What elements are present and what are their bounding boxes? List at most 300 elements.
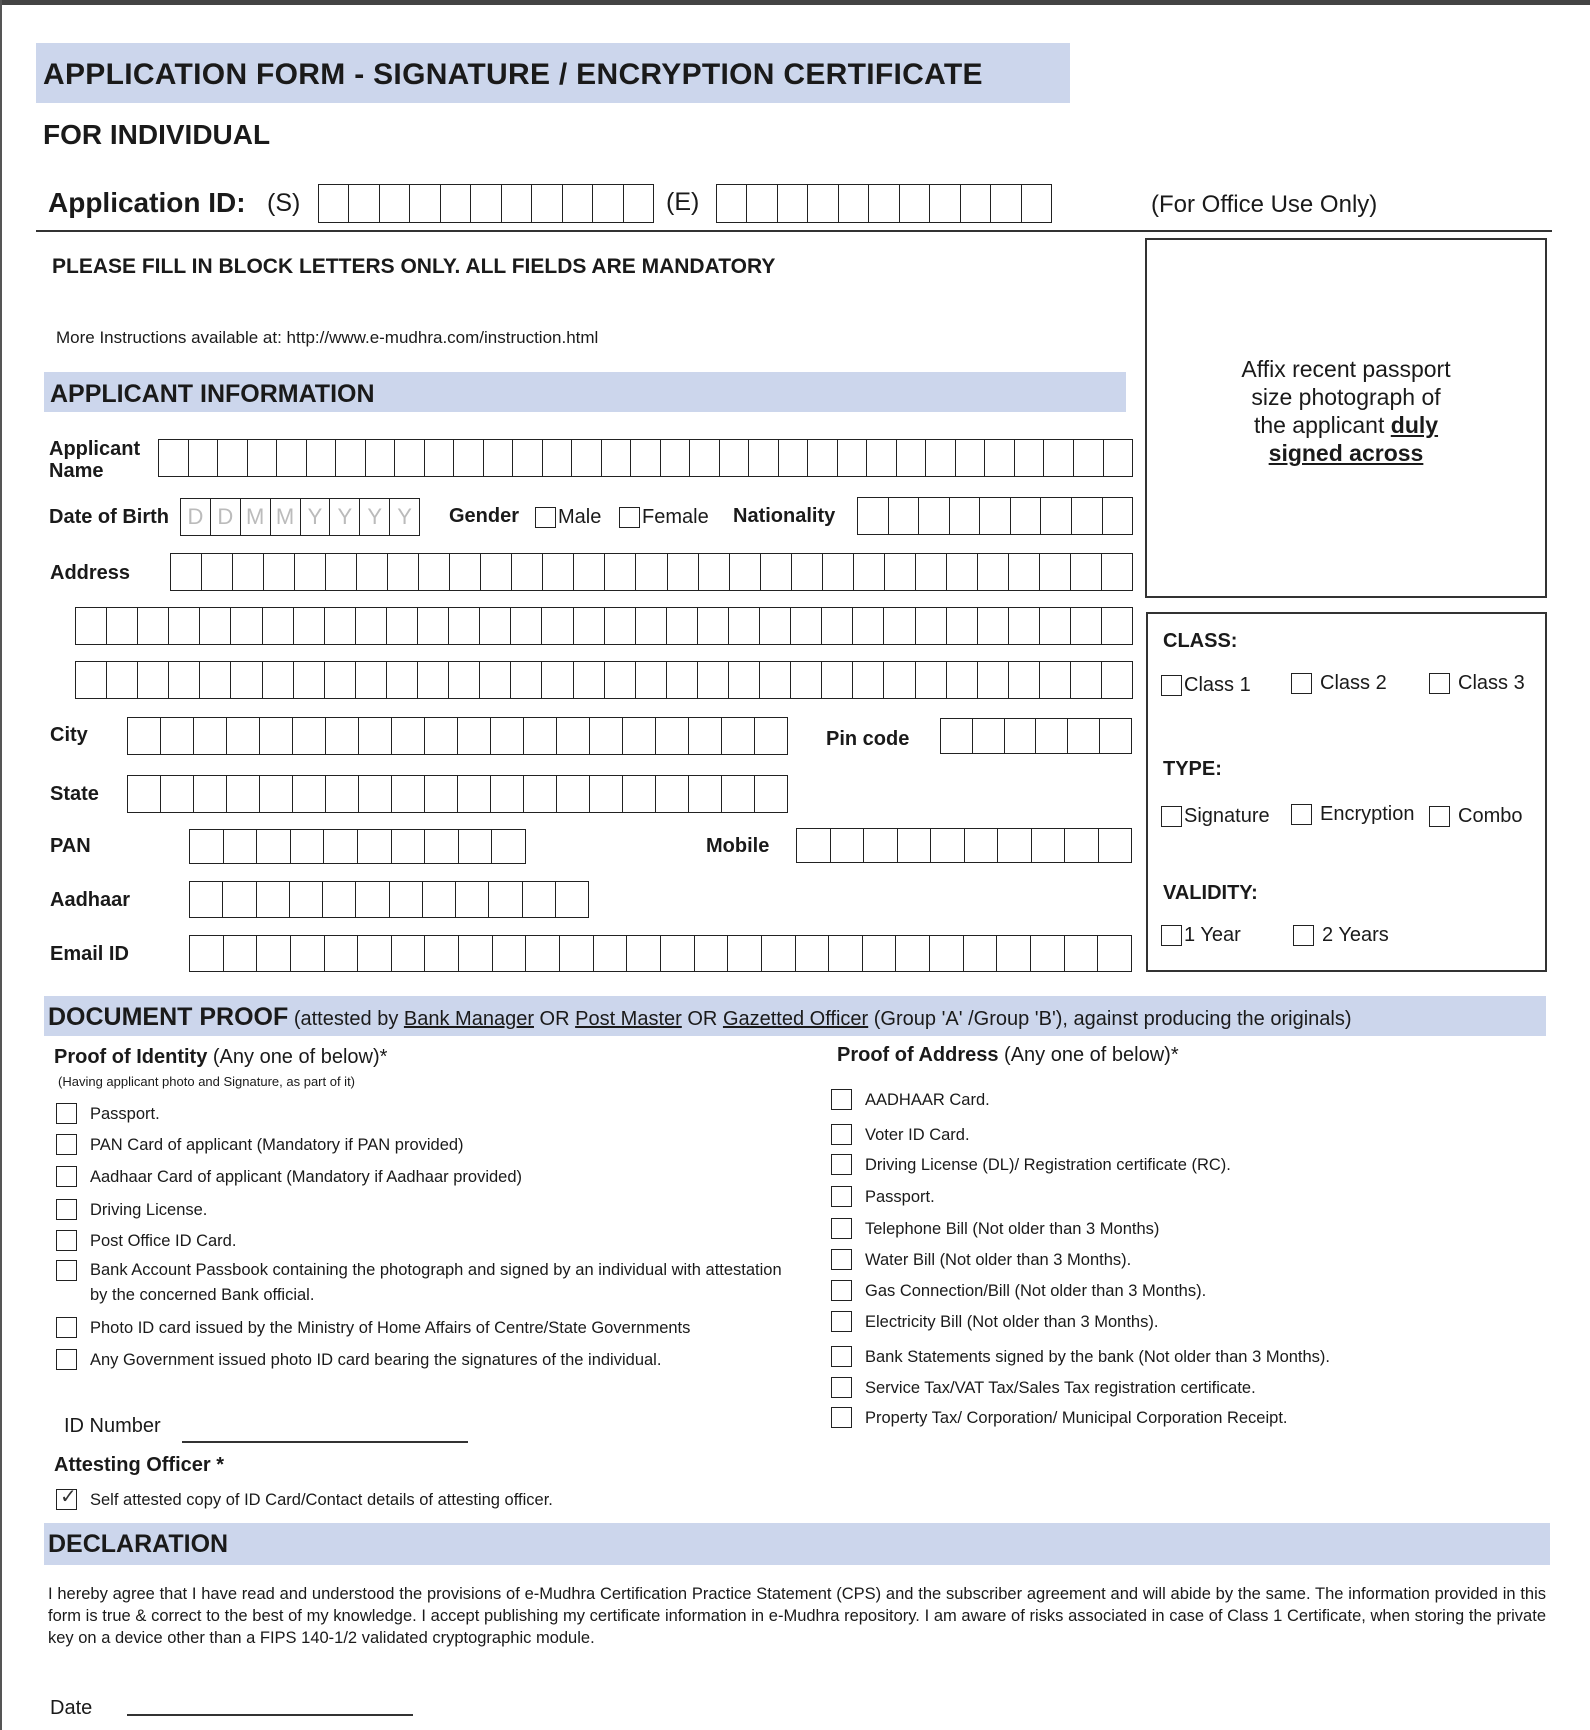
- class-3-option[interactable]: [1429, 672, 1525, 695]
- gender-female-option[interactable]: [619, 506, 709, 529]
- input-box[interactable]: [728, 935, 762, 972]
- input-box[interactable]: [512, 553, 543, 591]
- input-box[interactable]: [978, 553, 1009, 591]
- input-box[interactable]: [722, 775, 755, 813]
- input-box[interactable]: [158, 439, 189, 477]
- input-box[interactable]: [931, 828, 965, 863]
- input-box[interactable]: [779, 439, 809, 477]
- input-box[interactable]: [839, 184, 869, 223]
- input-box[interactable]: [194, 717, 227, 755]
- date-line[interactable]: [127, 1714, 413, 1716]
- input-box[interactable]: [324, 829, 358, 864]
- input-box[interactable]: [419, 553, 450, 591]
- input-box[interactable]: [557, 717, 590, 755]
- input-box[interactable]: [869, 184, 899, 223]
- application-id-start-boxes[interactable]: [318, 184, 654, 223]
- input-box[interactable]: [791, 607, 822, 645]
- input-box[interactable]: [730, 553, 761, 591]
- input-box[interactable]: [667, 661, 698, 699]
- input-box[interactable]: [511, 661, 542, 699]
- input-box[interactable]: [1036, 718, 1068, 754]
- input-box[interactable]: [511, 607, 542, 645]
- input-box[interactable]: [170, 553, 202, 591]
- dob-box[interactable]: Y: [360, 498, 390, 536]
- input-box[interactable]: [260, 717, 293, 755]
- input-box[interactable]: [138, 661, 169, 699]
- nationality-boxes[interactable]: [857, 497, 1133, 535]
- input-box[interactable]: [978, 661, 1009, 699]
- input-box[interactable]: [257, 935, 291, 972]
- input-box[interactable]: [956, 439, 986, 477]
- poa-checkbox[interactable]: [831, 1186, 852, 1207]
- dob-box[interactable]: Y: [301, 498, 331, 536]
- poi-item[interactable]: [56, 1228, 796, 1254]
- input-box[interactable]: [829, 935, 863, 972]
- input-box[interactable]: [864, 828, 898, 863]
- input-box[interactable]: [293, 775, 326, 813]
- input-box[interactable]: [291, 829, 325, 864]
- input-box[interactable]: [636, 607, 667, 645]
- input-box[interactable]: [491, 775, 524, 813]
- input-box[interactable]: [1044, 439, 1074, 477]
- input-box[interactable]: [1098, 935, 1132, 972]
- input-box[interactable]: [161, 775, 194, 813]
- input-box[interactable]: [75, 607, 107, 645]
- poa-item[interactable]: [831, 1087, 990, 1113]
- input-box[interactable]: [1011, 497, 1042, 535]
- input-box[interactable]: [940, 718, 973, 754]
- input-box[interactable]: [458, 775, 491, 813]
- input-box[interactable]: [248, 439, 278, 477]
- input-box[interactable]: [689, 775, 722, 813]
- poi-checkbox[interactable]: [56, 1260, 77, 1281]
- id-number-line[interactable]: [182, 1441, 468, 1443]
- input-box[interactable]: [359, 775, 392, 813]
- input-box[interactable]: [930, 184, 960, 223]
- input-box[interactable]: [695, 935, 729, 972]
- input-box[interactable]: [423, 881, 456, 918]
- input-box[interactable]: [916, 661, 947, 699]
- input-box[interactable]: [294, 661, 325, 699]
- poi-checkbox[interactable]: [56, 1230, 77, 1251]
- input-box[interactable]: [380, 184, 410, 223]
- city-boxes[interactable]: [127, 717, 788, 755]
- dob-box[interactable]: M: [241, 498, 271, 536]
- input-box[interactable]: [366, 439, 396, 477]
- input-box[interactable]: [291, 935, 325, 972]
- input-box[interactable]: [857, 497, 889, 535]
- poa-checkbox[interactable]: [831, 1311, 852, 1332]
- input-box[interactable]: [1040, 607, 1071, 645]
- input-box[interactable]: [916, 553, 947, 591]
- input-box[interactable]: [572, 439, 602, 477]
- class-1-option[interactable]: [1161, 674, 1251, 697]
- poa-checkbox[interactable]: [831, 1249, 852, 1270]
- input-box[interactable]: [227, 717, 260, 755]
- input-box[interactable]: [853, 661, 884, 699]
- input-box[interactable]: [623, 775, 656, 813]
- input-box[interactable]: [1040, 661, 1071, 699]
- input-box[interactable]: [189, 935, 224, 972]
- input-box[interactable]: [524, 717, 557, 755]
- input-box[interactable]: [808, 439, 838, 477]
- poa-checkbox[interactable]: [831, 1089, 852, 1110]
- input-box[interactable]: [542, 661, 573, 699]
- input-box[interactable]: [605, 661, 636, 699]
- input-box[interactable]: [138, 607, 169, 645]
- input-box[interactable]: [425, 935, 459, 972]
- input-box[interactable]: [661, 439, 691, 477]
- pan-boxes[interactable]: [189, 829, 526, 864]
- input-box[interactable]: [916, 607, 947, 645]
- input-box[interactable]: [605, 607, 636, 645]
- input-box[interactable]: [358, 829, 392, 864]
- input-box[interactable]: [636, 553, 667, 591]
- input-box[interactable]: [716, 184, 747, 223]
- input-box[interactable]: [961, 184, 991, 223]
- input-box[interactable]: [689, 717, 722, 755]
- poi-checkbox[interactable]: [56, 1349, 77, 1370]
- input-box[interactable]: [127, 775, 161, 813]
- poa-item[interactable]: [831, 1152, 1231, 1178]
- address-line2-boxes[interactable]: [75, 607, 1133, 645]
- input-box[interactable]: [388, 553, 419, 591]
- input-box[interactable]: [189, 439, 219, 477]
- input-box[interactable]: [358, 935, 392, 972]
- input-box[interactable]: [542, 607, 573, 645]
- input-box[interactable]: [356, 661, 387, 699]
- input-box[interactable]: [264, 553, 295, 591]
- dob-box[interactable]: Y: [390, 498, 420, 536]
- input-box[interactable]: [720, 439, 750, 477]
- poa-item[interactable]: [831, 1247, 1131, 1273]
- input-box[interactable]: [392, 935, 426, 972]
- input-box[interactable]: [277, 439, 307, 477]
- dob-boxes[interactable]: [180, 498, 420, 536]
- input-box[interactable]: [307, 439, 337, 477]
- class-3-checkbox[interactable]: [1429, 673, 1450, 694]
- input-box[interactable]: [359, 717, 392, 755]
- address-line1-boxes[interactable]: [170, 553, 1133, 591]
- one-year-checkbox[interactable]: [1161, 925, 1182, 946]
- input-box[interactable]: [169, 661, 200, 699]
- poa-item[interactable]: [831, 1344, 1330, 1370]
- input-box[interactable]: [523, 881, 556, 918]
- signature-checkbox[interactable]: [1161, 806, 1182, 827]
- input-box[interactable]: [822, 661, 853, 699]
- dob-box[interactable]: M: [271, 498, 301, 536]
- input-box[interactable]: [557, 775, 590, 813]
- input-box[interactable]: [392, 717, 425, 755]
- input-box[interactable]: [257, 881, 290, 918]
- input-box[interactable]: [425, 717, 458, 755]
- input-box[interactable]: [189, 829, 224, 864]
- input-box[interactable]: [326, 717, 359, 755]
- input-box[interactable]: [594, 935, 628, 972]
- input-box[interactable]: [661, 935, 695, 972]
- input-box[interactable]: [257, 829, 291, 864]
- input-box[interactable]: [755, 775, 788, 813]
- input-box[interactable]: [947, 607, 978, 645]
- input-box[interactable]: [200, 607, 231, 645]
- input-box[interactable]: [294, 607, 325, 645]
- poi-item[interactable]: [56, 1197, 796, 1223]
- input-box[interactable]: [698, 661, 729, 699]
- input-box[interactable]: [1041, 497, 1072, 535]
- aadhaar-boxes[interactable]: [189, 881, 589, 918]
- input-box[interactable]: [998, 828, 1032, 863]
- input-box[interactable]: [223, 881, 256, 918]
- input-box[interactable]: [556, 881, 589, 918]
- poa-checkbox[interactable]: [831, 1346, 852, 1367]
- input-box[interactable]: [823, 553, 854, 591]
- input-box[interactable]: [560, 935, 594, 972]
- input-box[interactable]: [543, 439, 573, 477]
- input-box[interactable]: [808, 184, 838, 223]
- male-checkbox[interactable]: [535, 507, 556, 528]
- input-box[interactable]: [980, 497, 1011, 535]
- poa-checkbox[interactable]: [831, 1407, 852, 1428]
- input-box[interactable]: [761, 553, 792, 591]
- input-box[interactable]: [194, 775, 227, 813]
- input-box[interactable]: [964, 935, 998, 972]
- poa-item[interactable]: [831, 1278, 1206, 1304]
- input-box[interactable]: [493, 935, 527, 972]
- input-box[interactable]: [627, 935, 661, 972]
- input-box[interactable]: [336, 439, 366, 477]
- input-box[interactable]: [489, 881, 522, 918]
- input-box[interactable]: [224, 829, 258, 864]
- input-box[interactable]: [395, 439, 425, 477]
- input-box[interactable]: [863, 935, 897, 972]
- poa-item[interactable]: [831, 1216, 1159, 1242]
- input-box[interactable]: [390, 881, 423, 918]
- input-box[interactable]: [1104, 439, 1134, 477]
- input-box[interactable]: [326, 553, 357, 591]
- pincode-boxes[interactable]: [940, 718, 1132, 754]
- input-box[interactable]: [884, 661, 915, 699]
- input-box[interactable]: [950, 497, 981, 535]
- input-box[interactable]: [623, 717, 656, 755]
- type-signature-option[interactable]: [1161, 805, 1270, 828]
- input-box[interactable]: [224, 935, 258, 972]
- input-box[interactable]: [356, 881, 389, 918]
- poi-item[interactable]: [56, 1132, 796, 1158]
- input-box[interactable]: [574, 553, 605, 591]
- input-box[interactable]: [1022, 184, 1052, 223]
- input-box[interactable]: [590, 717, 623, 755]
- input-box[interactable]: [169, 607, 200, 645]
- input-box[interactable]: [323, 881, 356, 918]
- input-box[interactable]: [755, 717, 788, 755]
- input-box[interactable]: [356, 607, 387, 645]
- input-box[interactable]: [357, 553, 388, 591]
- input-box[interactable]: [602, 439, 632, 477]
- input-box[interactable]: [897, 439, 927, 477]
- input-box[interactable]: [1072, 497, 1103, 535]
- input-box[interactable]: [1065, 935, 1099, 972]
- input-box[interactable]: [295, 553, 326, 591]
- input-box[interactable]: [760, 661, 791, 699]
- input-box[interactable]: [930, 935, 964, 972]
- input-box[interactable]: [293, 717, 326, 755]
- poa-item[interactable]: [831, 1184, 935, 1210]
- input-box[interactable]: [1031, 935, 1065, 972]
- input-box[interactable]: [459, 935, 493, 972]
- input-box[interactable]: [1074, 439, 1104, 477]
- input-box[interactable]: [441, 184, 471, 223]
- input-box[interactable]: [127, 717, 161, 755]
- gender-male-option[interactable]: [535, 506, 601, 529]
- poa-item[interactable]: [831, 1122, 970, 1148]
- input-box[interactable]: [418, 607, 449, 645]
- input-box[interactable]: [325, 935, 359, 972]
- input-box[interactable]: [1005, 718, 1037, 754]
- input-box[interactable]: [418, 661, 449, 699]
- input-box[interactable]: [425, 439, 455, 477]
- input-box[interactable]: [854, 553, 885, 591]
- input-box[interactable]: [590, 775, 623, 813]
- input-box[interactable]: [747, 184, 777, 223]
- input-box[interactable]: [690, 439, 720, 477]
- input-box[interactable]: [699, 553, 730, 591]
- input-box[interactable]: [791, 661, 822, 699]
- input-box[interactable]: [392, 775, 425, 813]
- combo-checkbox[interactable]: [1429, 806, 1450, 827]
- input-box[interactable]: [532, 184, 562, 223]
- input-box[interactable]: [231, 661, 262, 699]
- input-box[interactable]: [231, 607, 262, 645]
- dob-box[interactable]: Y: [330, 498, 360, 536]
- input-box[interactable]: [973, 718, 1005, 754]
- input-box[interactable]: [161, 717, 194, 755]
- input-box[interactable]: [574, 661, 605, 699]
- type-combo-option[interactable]: [1429, 805, 1522, 828]
- input-box[interactable]: [1102, 661, 1133, 699]
- input-box[interactable]: [760, 607, 791, 645]
- input-box[interactable]: [1015, 439, 1045, 477]
- poa-checkbox[interactable]: [831, 1154, 852, 1175]
- input-box[interactable]: [919, 497, 950, 535]
- poa-checkbox[interactable]: [831, 1124, 852, 1145]
- poi-checkbox[interactable]: [56, 1199, 77, 1220]
- poa-item[interactable]: [831, 1405, 1287, 1431]
- input-box[interactable]: [867, 439, 897, 477]
- class-2-option[interactable]: [1291, 672, 1387, 695]
- input-box[interactable]: [227, 775, 260, 813]
- input-box[interactable]: [656, 717, 689, 755]
- input-box[interactable]: [898, 828, 932, 863]
- input-box[interactable]: [884, 607, 915, 645]
- input-box[interactable]: [480, 607, 511, 645]
- input-box[interactable]: [1103, 497, 1134, 535]
- input-box[interactable]: [480, 661, 511, 699]
- input-box[interactable]: [1040, 553, 1071, 591]
- poi-checkbox[interactable]: [56, 1166, 77, 1187]
- input-box[interactable]: [574, 607, 605, 645]
- input-box[interactable]: [1068, 718, 1100, 754]
- input-box[interactable]: [458, 717, 491, 755]
- input-box[interactable]: [410, 184, 440, 223]
- poi-item[interactable]: [56, 1347, 796, 1373]
- input-box[interactable]: [263, 661, 294, 699]
- input-box[interactable]: [593, 184, 623, 223]
- type-encryption-option[interactable]: [1291, 803, 1415, 826]
- input-box[interactable]: [449, 607, 480, 645]
- input-box[interactable]: [325, 607, 356, 645]
- poa-checkbox[interactable]: [831, 1280, 852, 1301]
- input-box[interactable]: [668, 553, 699, 591]
- female-checkbox[interactable]: [619, 507, 640, 528]
- input-box[interactable]: [831, 828, 865, 863]
- input-box[interactable]: [189, 881, 223, 918]
- input-box[interactable]: [75, 661, 107, 699]
- input-box[interactable]: [636, 661, 667, 699]
- poi-checkbox[interactable]: [56, 1317, 77, 1338]
- input-box[interactable]: [1065, 828, 1099, 863]
- input-box[interactable]: [425, 829, 459, 864]
- two-years-checkbox[interactable]: [1293, 925, 1314, 946]
- mobile-boxes[interactable]: [796, 828, 1132, 863]
- poa-checkbox[interactable]: [831, 1218, 852, 1239]
- input-box[interactable]: [926, 439, 956, 477]
- input-box[interactable]: [729, 607, 760, 645]
- input-box[interactable]: [392, 829, 426, 864]
- input-box[interactable]: [449, 661, 480, 699]
- input-box[interactable]: [1071, 553, 1102, 591]
- input-box[interactable]: [349, 184, 379, 223]
- input-box[interactable]: [260, 775, 293, 813]
- input-box[interactable]: [1102, 607, 1133, 645]
- input-box[interactable]: [492, 829, 526, 864]
- input-box[interactable]: [290, 881, 323, 918]
- poi-item[interactable]: [56, 1258, 796, 1308]
- input-box[interactable]: [1009, 553, 1040, 591]
- input-box[interactable]: [656, 775, 689, 813]
- input-box[interactable]: [605, 553, 636, 591]
- input-box[interactable]: [947, 661, 978, 699]
- input-box[interactable]: [1009, 607, 1040, 645]
- input-box[interactable]: [1032, 828, 1066, 863]
- poa-checkbox[interactable]: [831, 1377, 852, 1398]
- input-box[interactable]: [729, 661, 760, 699]
- input-box[interactable]: [778, 184, 808, 223]
- input-box[interactable]: [838, 439, 868, 477]
- input-box[interactable]: [762, 935, 796, 972]
- input-box[interactable]: [1100, 718, 1132, 754]
- input-box[interactable]: [387, 607, 418, 645]
- input-box[interactable]: [325, 661, 356, 699]
- input-box[interactable]: [526, 935, 560, 972]
- input-box[interactable]: [491, 717, 524, 755]
- input-box[interactable]: [853, 607, 884, 645]
- validity-2-years-option[interactable]: [1293, 924, 1389, 947]
- input-box[interactable]: [822, 607, 853, 645]
- input-box[interactable]: [218, 439, 248, 477]
- attesting-officer-item[interactable]: [56, 1487, 553, 1513]
- state-boxes[interactable]: [127, 775, 788, 813]
- class-1-checkbox[interactable]: [1161, 675, 1182, 696]
- input-box[interactable]: [991, 184, 1021, 223]
- poi-item[interactable]: [56, 1101, 796, 1127]
- input-box[interactable]: [1071, 607, 1102, 645]
- input-box[interactable]: [459, 829, 493, 864]
- input-box[interactable]: [885, 553, 916, 591]
- input-box[interactable]: [471, 184, 501, 223]
- email-boxes[interactable]: [189, 935, 1132, 972]
- input-box[interactable]: [524, 775, 557, 813]
- input-box[interactable]: [233, 553, 264, 591]
